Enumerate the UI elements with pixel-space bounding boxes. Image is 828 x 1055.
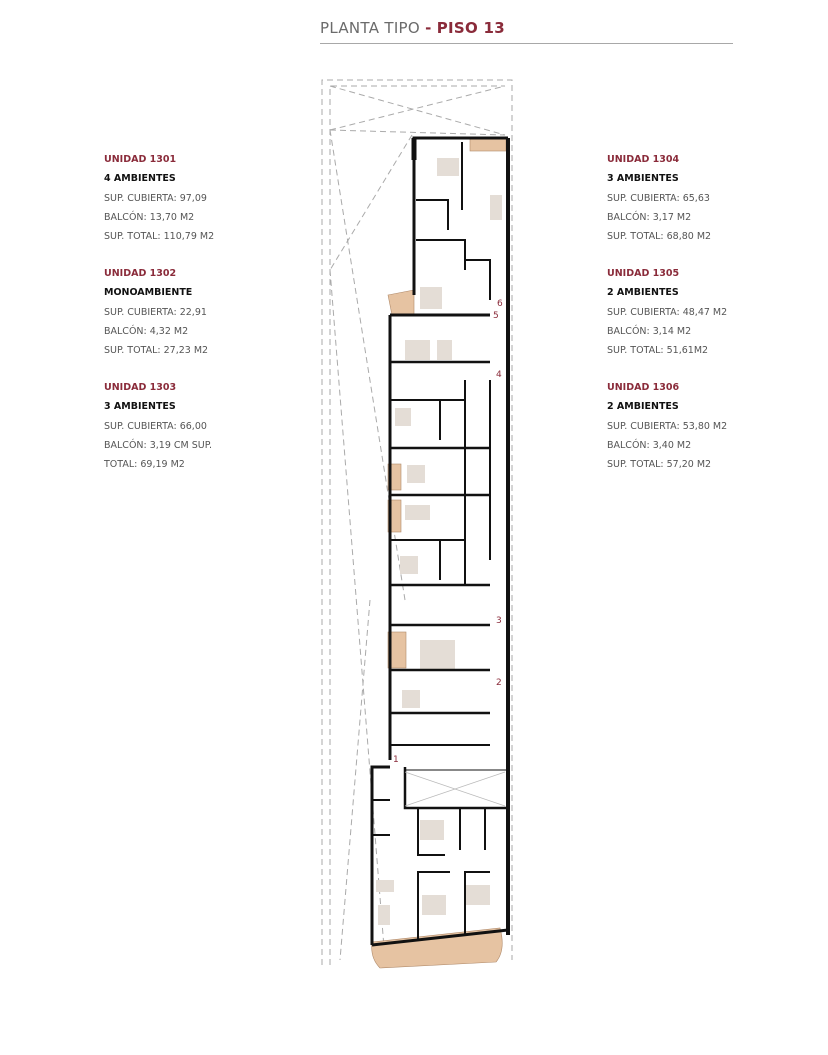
- unit-name: UNIDAD 1305: [607, 268, 680, 279]
- unit-type: 4 AMBIENTES: [104, 173, 176, 185]
- unit-balcony-area: BALCÓN: 4,32 M2: [104, 325, 189, 337]
- unit-name: UNIDAD 1301: [104, 154, 177, 165]
- unit-balcony-area: BALCÓN: 3,17 M2: [607, 211, 692, 223]
- stair-marker: 3: [496, 616, 502, 626]
- unit-covered-area: SUP. CUBIERTA: 65,63: [607, 192, 710, 204]
- unit-type: 2 AMBIENTES: [607, 401, 679, 413]
- title-floor: PISO 13: [436, 19, 506, 37]
- unit-name: UNIDAD 1302: [104, 268, 177, 279]
- unit-covered-area: SUP. CUBIERTA: 48,47 M2: [607, 306, 728, 318]
- unit-name: UNIDAD 1306: [607, 382, 680, 393]
- unit-balcony-area: BALCÓN: 3,19 CM SUP.: [104, 439, 213, 451]
- unit-type: 2 AMBIENTES: [607, 287, 679, 299]
- unit-balcony-area: BALCÓN: 3,14 M2: [607, 325, 692, 337]
- stair-marker: 5: [493, 311, 499, 321]
- void-cross: [405, 772, 505, 806]
- unit-covered-area: SUP. CUBIERTA: 53,80 M2: [607, 420, 728, 432]
- unit-covered-area: SUP. CUBIERTA: 22,91: [104, 306, 207, 318]
- unit-type: MONOAMBIENTE: [104, 287, 193, 299]
- stair-marker: 4: [496, 370, 502, 380]
- unit-covered-area: SUP. CUBIERTA: 66,00: [104, 420, 207, 432]
- unit-total-area: SUP. TOTAL: 57,20 M2: [607, 459, 712, 471]
- unit-type: 3 AMBIENTES: [607, 173, 679, 185]
- unit-type: 3 AMBIENTES: [104, 401, 176, 413]
- title-separator: -: [425, 19, 432, 37]
- unit-total-area: SUP. TOTAL: 68,80 M2: [607, 231, 712, 243]
- title-prefix: PLANTA TIPO: [320, 19, 420, 37]
- stair-marker: 1: [393, 755, 399, 765]
- unit-total-area: SUP. TOTAL: 110,79 M2: [104, 231, 215, 243]
- unit-balcony-area: BALCÓN: 3,40 M2: [607, 439, 692, 451]
- unit-name: UNIDAD 1303: [104, 382, 177, 393]
- unit-total-area: SUP. TOTAL: 51,61M2: [607, 345, 709, 357]
- stair-marker: 6: [497, 299, 503, 309]
- unit-total-area: TOTAL: 69,19 M2: [104, 459, 185, 471]
- unit-balcony-area: BALCÓN: 13,70 M2: [104, 211, 195, 223]
- unit-name: UNIDAD 1304: [607, 154, 680, 165]
- stair-marker: 2: [496, 678, 502, 688]
- unit-total-area: SUP. TOTAL: 27,23 M2: [104, 345, 209, 357]
- unit-covered-area: SUP. CUBIERTA: 97,09: [104, 192, 207, 204]
